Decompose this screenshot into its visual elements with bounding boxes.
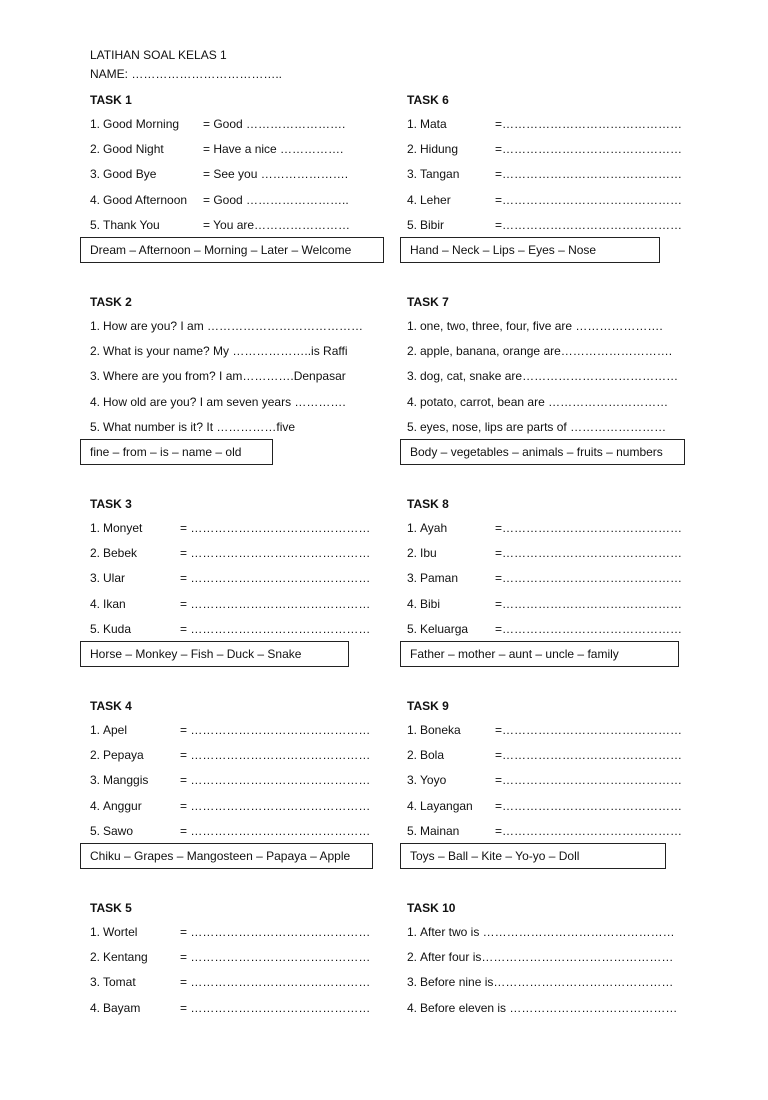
- answer-blank: = ………………………………………: [180, 723, 371, 737]
- question-number: 1.: [407, 521, 418, 535]
- question-number: 1.: [407, 925, 418, 939]
- question-number: 4.: [407, 394, 418, 409]
- answer-blank: = ………………………………………: [180, 975, 371, 990]
- question-number: 3.: [407, 571, 418, 586]
- task-4: [90, 696, 390, 898]
- question-number: 1.: [90, 319, 101, 333]
- question-text: How old are you? I am seven years ………….: [103, 394, 346, 409]
- question-number: 3.: [407, 369, 418, 384]
- answer-blank: =………………………………………: [495, 521, 683, 535]
- question-item: [90, 393, 390, 418]
- answer-blank: = ………………………………………: [180, 596, 371, 611]
- question-number: 4.: [407, 1000, 418, 1015]
- word-bank: Father – mother – aunt – uncle – family: [400, 641, 679, 667]
- question-number: 4.: [90, 798, 101, 813]
- question-text: How are you? I am …………………………………: [103, 319, 364, 333]
- answer-blank: = ………………………………………: [180, 823, 371, 838]
- question-number: 5.: [407, 621, 418, 636]
- question-text: After four is…………………………………………: [420, 950, 674, 965]
- question-item: [90, 191, 390, 216]
- task-1: [90, 90, 390, 292]
- question-item: [90, 721, 390, 746]
- question-text: Tomat: [103, 975, 136, 990]
- task-10: [407, 898, 707, 1100]
- question-item: [90, 595, 390, 620]
- question-item: [90, 569, 390, 594]
- question-text: Tangan: [420, 167, 460, 182]
- answer-blank: = You are……………………: [203, 217, 351, 232]
- answer-blank: = ………………………………………: [180, 798, 371, 813]
- question-number: 1.: [90, 521, 101, 535]
- question-item: [90, 999, 390, 1024]
- word-bank: Hand – Neck – Lips – Eyes – Nose: [400, 237, 660, 263]
- question-item: [407, 519, 707, 544]
- question-number: 2.: [90, 950, 101, 965]
- question-text: Ikan: [103, 596, 126, 611]
- question-number: 2.: [407, 344, 418, 359]
- question-number: 2.: [407, 546, 418, 561]
- question-item: [90, 746, 390, 771]
- question-item: [407, 544, 707, 569]
- question-item: [407, 721, 707, 746]
- answer-blank: = ………………………………………: [180, 1000, 371, 1015]
- question-number: 1.: [407, 319, 418, 333]
- left-column: [90, 90, 390, 1100]
- question-number: 4.: [90, 596, 101, 611]
- answer-blank: =………………………………………: [495, 621, 683, 636]
- answer-blank: =………………………………………: [495, 117, 683, 131]
- question-text: Sawo: [103, 823, 134, 838]
- question-number: 5.: [407, 823, 418, 838]
- question-number: 3.: [90, 167, 101, 182]
- question-text: Kuda: [103, 621, 132, 636]
- question-item: [407, 317, 707, 342]
- question-text: Mata: [420, 117, 447, 131]
- answer-blank: = ………………………………………: [180, 621, 371, 636]
- answer-blank: = Good ……………………..: [203, 192, 349, 207]
- question-item: [90, 797, 390, 822]
- question-number: 2.: [90, 142, 101, 157]
- question-number: 2.: [407, 748, 418, 763]
- task-title: TASK 5: [90, 901, 132, 915]
- task-9: [407, 696, 707, 898]
- question-text: Ular: [103, 571, 126, 586]
- question-item: [90, 317, 390, 342]
- task-6: [407, 90, 707, 292]
- question-item: [407, 191, 707, 216]
- question-text: Good Bye: [103, 167, 157, 182]
- question-number: 3.: [407, 167, 418, 182]
- question-number: 1.: [90, 117, 101, 131]
- question-text: Bayam: [103, 1000, 141, 1015]
- word-bank: Dream – Afternoon – Morning – Later – Welcome: [80, 237, 384, 263]
- question-number: 3.: [407, 975, 418, 990]
- question-text: What is your name? My ………………..is Raffi: [103, 344, 348, 359]
- question-text: Monyet: [103, 521, 143, 535]
- question-text: Kentang: [103, 950, 148, 965]
- question-text: Bibi: [420, 596, 441, 611]
- question-item: [407, 797, 707, 822]
- word-bank: fine – from – is – name – old: [80, 439, 273, 465]
- answer-blank: =………………………………………: [495, 823, 683, 838]
- task-2: [90, 292, 390, 494]
- question-text: Yoyo: [420, 773, 447, 788]
- task-title: TASK 6: [407, 93, 449, 107]
- question-number: 1.: [407, 723, 418, 737]
- question-text: apple, banana, orange are……………………….: [420, 344, 673, 359]
- question-text: Apel: [103, 723, 128, 737]
- question-number: 2.: [407, 950, 418, 965]
- question-text: Good Night: [103, 142, 164, 157]
- answer-blank: =………………………………………: [495, 167, 683, 182]
- task-3: [90, 494, 390, 696]
- task-title: TASK 2: [90, 295, 132, 309]
- question-item: [407, 999, 707, 1024]
- question-number: 1.: [407, 117, 418, 131]
- word-bank: Body – vegetables – animals – fruits – numbers: [400, 439, 685, 465]
- answer-blank: = ………………………………………: [180, 748, 371, 763]
- question-item: [407, 973, 707, 998]
- question-number: 1.: [90, 723, 101, 737]
- question-number: 3.: [407, 773, 418, 788]
- question-text: What number is it? It ……………five: [103, 419, 296, 434]
- question-item: [407, 771, 707, 796]
- question-number: 5.: [90, 419, 101, 434]
- answer-blank: = Good …………………….: [203, 117, 346, 131]
- task-7: [407, 292, 707, 494]
- question-text: Anggur: [103, 798, 142, 813]
- question-item: [90, 973, 390, 998]
- question-text: Ayah: [420, 521, 448, 535]
- question-item: [407, 165, 707, 190]
- question-text: Layangan: [420, 798, 473, 813]
- question-item: [407, 367, 707, 392]
- question-number: 1.: [90, 925, 101, 939]
- answer-blank: = See you ………………….: [203, 167, 349, 182]
- task-title: TASK 10: [407, 901, 456, 915]
- question-number: 3.: [90, 773, 101, 788]
- answer-blank: =………………………………………: [495, 798, 683, 813]
- question-item: [90, 115, 390, 140]
- answer-blank: = ………………………………………: [180, 546, 371, 561]
- task-8: [407, 494, 707, 696]
- question-text: Where are you from? I am………….Denpasar: [103, 369, 346, 384]
- task-title: TASK 3: [90, 497, 132, 511]
- question-text: Boneka: [420, 723, 461, 737]
- question-number: 5.: [90, 621, 101, 636]
- question-item: [90, 342, 390, 367]
- answer-blank: =………………………………………: [495, 773, 683, 788]
- question-text: Pepaya: [103, 748, 144, 763]
- question-number: 5.: [90, 217, 101, 232]
- task-5: [90, 898, 390, 1100]
- question-number: 4.: [407, 192, 418, 207]
- answer-blank: = ………………………………………: [180, 925, 371, 939]
- question-item: [90, 923, 390, 948]
- question-number: 2.: [407, 142, 418, 157]
- answer-blank: =………………………………………: [495, 192, 683, 207]
- question-number: 5.: [90, 823, 101, 838]
- question-number: 2.: [90, 344, 101, 359]
- question-item: [407, 569, 707, 594]
- question-item: [90, 519, 390, 544]
- question-text: After two is …………………………………………: [420, 925, 675, 939]
- task-title: TASK 1: [90, 93, 132, 107]
- question-item: [407, 948, 707, 973]
- answer-blank: = Have a nice …………….: [203, 142, 344, 157]
- word-bank: Toys – Ball – Kite – Yo-yo – Doll: [400, 843, 666, 869]
- task-title: TASK 4: [90, 699, 132, 713]
- answer-blank: = ………………………………………: [180, 950, 371, 965]
- question-number: 5.: [407, 419, 418, 434]
- answer-blank: =………………………………………: [495, 571, 683, 586]
- task-title: TASK 7: [407, 295, 449, 309]
- task-title: TASK 8: [407, 497, 449, 511]
- question-text: potato, carrot, bean are …………………………: [420, 394, 669, 409]
- right-column: [407, 90, 707, 1100]
- question-text: one, two, three, four, five are ………………….: [420, 319, 663, 333]
- question-text: Good Afternoon: [103, 192, 188, 207]
- answer-blank: =………………………………………: [495, 142, 683, 157]
- question-item: [407, 115, 707, 140]
- question-item: [407, 393, 707, 418]
- question-text: Thank You: [103, 217, 160, 232]
- answer-blank: = ………………………………………: [180, 571, 371, 586]
- question-text: Bibir: [420, 217, 445, 232]
- question-item: [407, 746, 707, 771]
- question-text: Good Morning: [103, 117, 180, 131]
- answer-blank: =………………………………………: [495, 723, 683, 737]
- question-text: Before nine is………………………………………: [420, 975, 674, 990]
- question-text: Ibu: [420, 546, 437, 561]
- name-field: NAME: ………………………………..: [90, 67, 283, 81]
- question-item: [90, 367, 390, 392]
- question-text: Keluarga: [420, 621, 469, 636]
- answer-blank: =………………………………………: [495, 596, 683, 611]
- question-text: Before eleven is ……………………………………: [420, 1000, 678, 1015]
- answer-blank: = ………………………………………: [180, 773, 371, 788]
- question-item: [90, 544, 390, 569]
- word-bank: Chiku – Grapes – Mangosteen – Papaya – Apple: [80, 843, 373, 869]
- question-text: Mainan: [420, 823, 460, 838]
- question-item: [407, 342, 707, 367]
- question-text: Hidung: [420, 142, 459, 157]
- question-item: [90, 948, 390, 973]
- question-text: Leher: [420, 192, 451, 207]
- question-item: [90, 165, 390, 190]
- question-number: 4.: [90, 394, 101, 409]
- question-number: 3.: [90, 571, 101, 586]
- question-number: 4.: [90, 192, 101, 207]
- question-text: Manggis: [103, 773, 149, 788]
- question-text: Paman: [420, 571, 459, 586]
- question-text: Bola: [420, 748, 445, 763]
- question-number: 3.: [90, 975, 101, 990]
- question-text: eyes, nose, lips are parts of ……………………: [420, 419, 667, 434]
- worksheet-title: LATIHAN SOAL KELAS 1: [90, 48, 227, 62]
- answer-blank: =………………………………………: [495, 217, 683, 232]
- word-bank: Horse – Monkey – Fish – Duck – Snake: [80, 641, 349, 667]
- question-number: 3.: [90, 369, 101, 384]
- answer-blank: = ………………………………………: [180, 521, 371, 535]
- question-number: 2.: [90, 546, 101, 561]
- question-text: dog, cat, snake are…………………………………: [420, 369, 679, 384]
- question-text: Bebek: [103, 546, 138, 561]
- task-title: TASK 9: [407, 699, 449, 713]
- answer-blank: =………………………………………: [495, 546, 683, 561]
- question-number: 4.: [90, 1000, 101, 1015]
- question-item: [407, 595, 707, 620]
- question-item: [407, 140, 707, 165]
- question-number: 2.: [90, 748, 101, 763]
- question-number: 4.: [407, 798, 418, 813]
- question-item: [90, 771, 390, 796]
- question-item: [90, 140, 390, 165]
- question-number: 4.: [407, 596, 418, 611]
- question-text: Wortel: [103, 925, 138, 939]
- worksheet-header: [90, 46, 282, 84]
- question-number: 5.: [407, 217, 418, 232]
- question-item: [407, 923, 707, 948]
- answer-blank: =………………………………………: [495, 748, 683, 763]
